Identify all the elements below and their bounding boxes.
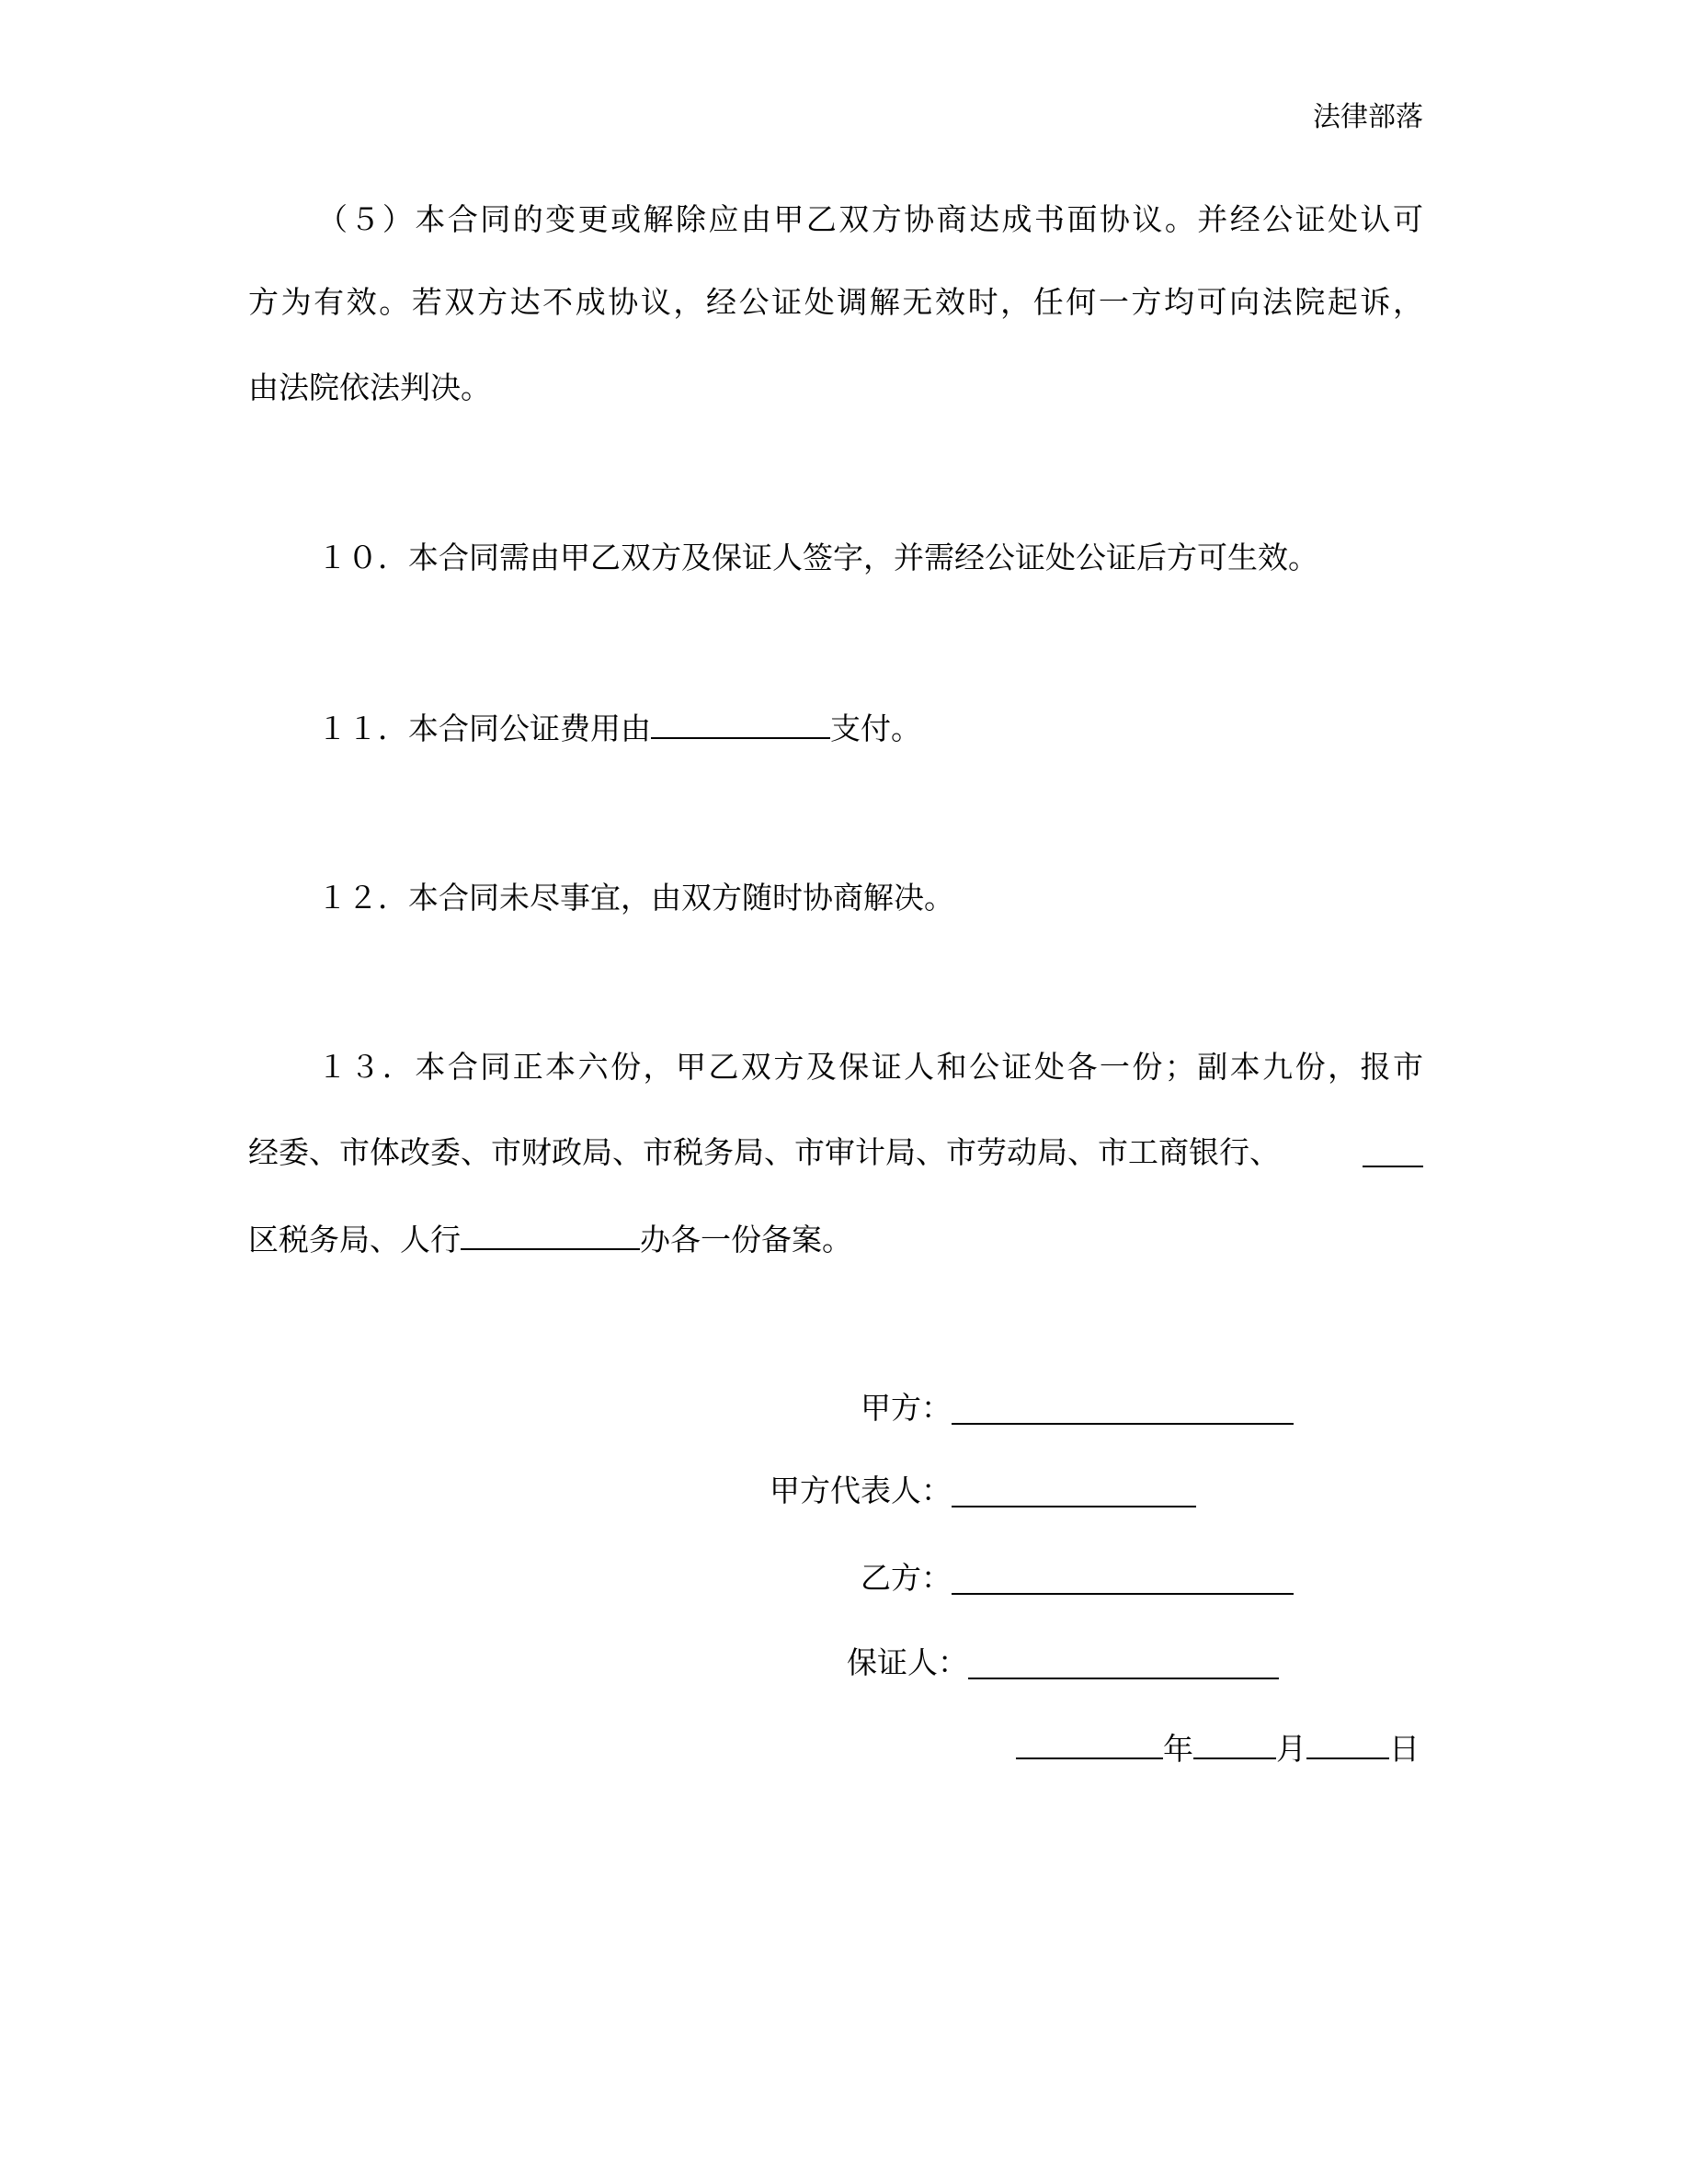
clause-13-line-3-text: 区税务局、人行 bbox=[248, 1224, 461, 1257]
party-a-signature-line[interactable] bbox=[952, 1423, 1294, 1425]
clause-13-line-2 bbox=[248, 1135, 1280, 1172]
clause-13-line-3 bbox=[248, 1221, 852, 1259]
bank-blank[interactable] bbox=[461, 1221, 640, 1250]
day-blank[interactable] bbox=[1306, 1730, 1389, 1759]
month-label: 月 bbox=[1276, 1734, 1306, 1767]
year-blank[interactable] bbox=[1016, 1730, 1163, 1759]
clause-10: １０．本合同需由甲乙双方及保证人签字，并需经公证处公证后方可生效。 bbox=[317, 542, 1318, 575]
guarantor-signature-line[interactable] bbox=[968, 1678, 1279, 1679]
party-a-rep-signature-line[interactable] bbox=[952, 1506, 1196, 1507]
clause-5-line-1: （５）本合同的变更或解除应由甲乙双方协商达成书面协议。并经公证处认可 bbox=[317, 204, 1423, 237]
year-label: 年 bbox=[1163, 1734, 1193, 1767]
party-b-signature-line[interactable] bbox=[952, 1593, 1294, 1595]
clause-11 bbox=[317, 710, 921, 748]
clause-13-line-2-text: 经委、市体改委、市财政局、市税务局、市审计局、市劳动局、市工商银行、 bbox=[248, 1137, 1280, 1170]
clause-13-line-3-end: 办各一份备案。 bbox=[640, 1224, 852, 1257]
clause-5-line-3: 由法院依法判决。 bbox=[248, 372, 491, 405]
party-a-label: 甲方： bbox=[861, 1393, 952, 1426]
clause-11-text-end: 支付。 bbox=[830, 713, 921, 746]
header-brand: 法律部落 bbox=[1313, 102, 1423, 132]
month-blank[interactable] bbox=[1193, 1730, 1276, 1759]
clause-5-line-2: 方为有效。若双方达不成协议，经公证处调解无效时，任何一方均可向法院起诉， bbox=[248, 287, 1423, 320]
clause-13-line-1: １３．本合同正本六份，甲乙双方及保证人和公证处各一份；副本九份，报市 bbox=[317, 1052, 1423, 1085]
clause-12: １２．本合同未尽事宜，由双方随时协商解决。 bbox=[317, 882, 954, 916]
district-blank[interactable] bbox=[1363, 1166, 1423, 1167]
day-label: 日 bbox=[1389, 1734, 1420, 1767]
guarantor-label: 保证人： bbox=[847, 1647, 968, 1680]
party-a-rep-label: 甲方代表人： bbox=[770, 1475, 952, 1508]
party-b-label: 乙方： bbox=[861, 1563, 952, 1596]
payer-blank[interactable] bbox=[651, 710, 830, 739]
date-line bbox=[1016, 1730, 1420, 1769]
clause-11-text: １１．本合同公证费用由 bbox=[317, 713, 651, 746]
